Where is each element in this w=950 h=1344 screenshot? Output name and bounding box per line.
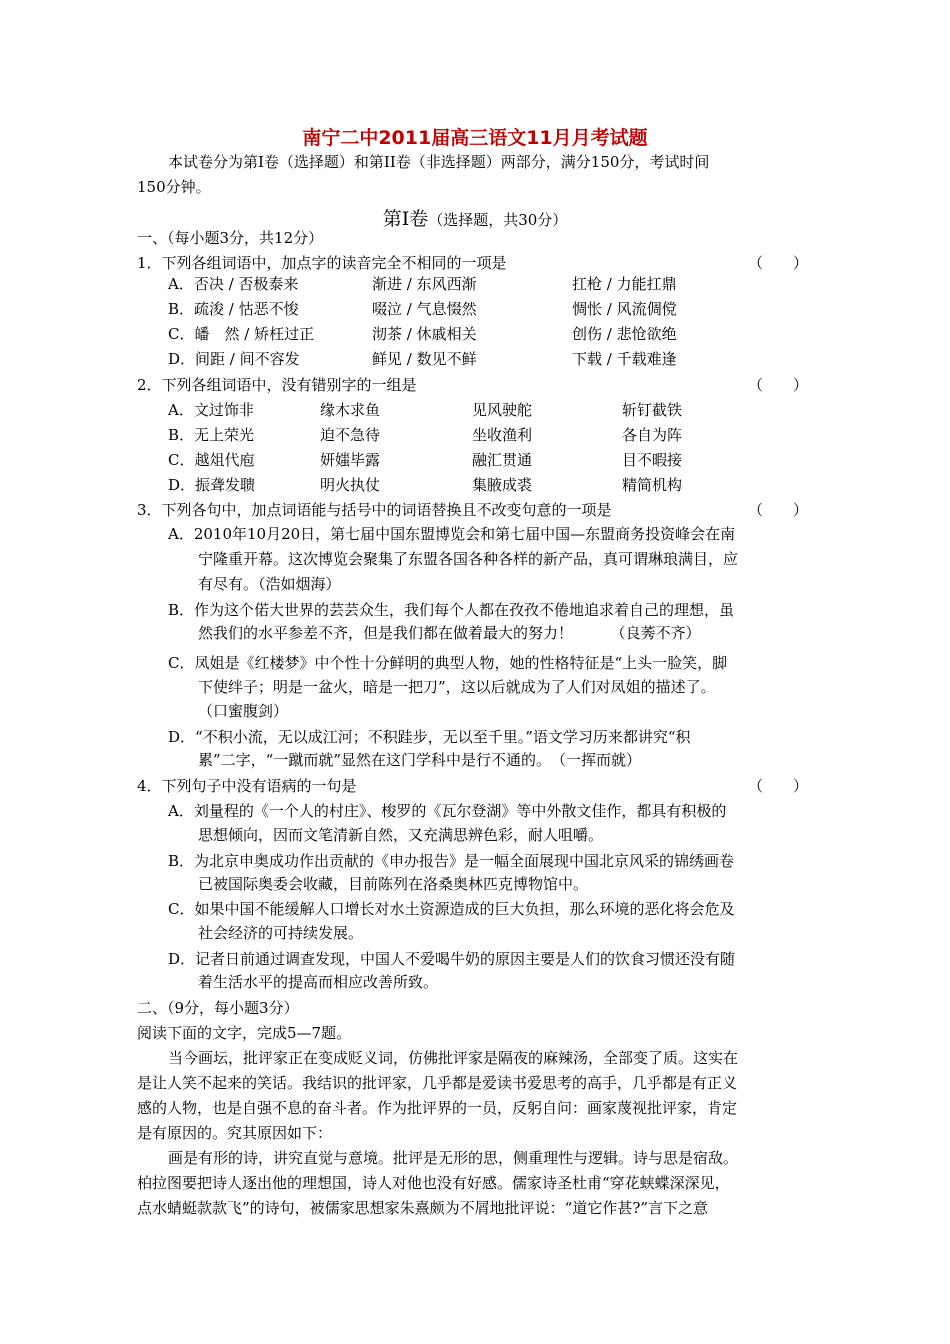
q1-answer-blank: （ ） [748, 254, 809, 272]
q2-a-3: 见风驶舵 [472, 401, 533, 419]
q2-stem: 2．下列各组词语中，没有错别字的一组是 [137, 376, 417, 394]
q3-line-2: 宁隆重开幕。这次博览会聚集了东盟各国各种各样的新产品，真可谓琳琅满目，应 [198, 550, 739, 568]
q3-stem: 3．下列各句中，加点词语能与括号中的词语替换且不改变句意的一项是 [137, 501, 612, 519]
q1-d-1: D．间距 / 间不容发 [168, 350, 300, 368]
q2-answer-blank: （ ） [748, 376, 809, 394]
q3-line-4: B．作为这个偌大世界的芸芸众生，我们每个人都在孜孜不倦地追求着自己的理想，虽 [168, 601, 735, 619]
q1-option-b [0, 299, 950, 319]
q4-line-1: A．刘量程的《一个人的村庄》、梭罗的《瓦尔登湖》等中外散文佳作，都具有积极的 [168, 802, 727, 820]
passage-para2-line-3: 点水蜻蜓款款飞”的诗句，被儒家思想家朱熹颇为不屑地批评说：“道它作甚?”言下之意 [137, 1199, 709, 1217]
q4-line-5: C．如果中国不能缓解人口增长对水土资源造成的巨大负担，那么环境的恶化将会危及 [168, 900, 735, 918]
volume-one-title: 第I卷 [382, 208, 429, 230]
q1-b-3: 惆怅 / 风流倜傥 [572, 300, 677, 318]
passage-para1-line-3: 感的人物，也是自强不息的奋斗者。作为批评界的一员，反躬自问：画家蔑视批评家，肯定 [137, 1099, 738, 1117]
q4-line-4: 已被国际奥委会收藏，目前陈列在洛桑奥林匹克博物馆中。 [198, 875, 589, 893]
q3-line-7: 下使绊子；明是一盆火，暗是一把刀”，这以后就成为了人们对凤姐的描述了。 [198, 678, 716, 696]
q2-a-1: A．文过饰非 [168, 401, 254, 419]
q2-d-1: D．振聋发聩 [168, 476, 256, 494]
q2-b-2: 迫不急待 [320, 426, 381, 444]
q1-a-1: A．否决 / 否极泰来 [168, 275, 299, 293]
q1-option-c [0, 324, 950, 344]
q1-d-2: 鲜见 / 数见不鲜 [372, 350, 477, 368]
q2-c-1: C．越俎代庖 [168, 451, 255, 469]
q4-answer-blank: （ ） [748, 777, 809, 795]
q4-line-2: 思想倾向，因而文笔清新自然，又充满思辨色彩，耐人咀嚼。 [198, 826, 604, 844]
q4-line-8: 着生活水平的提高而相应改善所致。 [198, 973, 439, 991]
intro-line-2: 150分钟。 [137, 178, 211, 196]
q3-line-9: D．“不积小流，无以成江河；不积跬步，无以至千里。”语文学习历来都讲究“积 [168, 728, 691, 746]
q2-c-4: 目不暇接 [622, 451, 683, 469]
q1-d-3: 下载 / 千载难逢 [572, 350, 677, 368]
q3-line-6: C．凤姐是《红楼梦》中个性十分鲜明的典型人物，她的性格特征是“上头一脸笑，脚 [168, 654, 728, 672]
q2-c-2: 妍媸毕露 [320, 451, 381, 469]
section-one-header: 一、（每小题3分，共12分） [137, 229, 324, 247]
q3-line-1: A．2010年10月20日，第七届中国东盟博览会和第七届中国—东盟商务投资峰会在南 [168, 525, 736, 543]
volume-one-heading [0, 204, 950, 231]
q1-c-3: 创伤 / 悲怆欲绝 [572, 325, 677, 343]
q2-d-3: 集腋成裘 [472, 476, 533, 494]
q2-option-b [0, 425, 950, 445]
q2-b-3: 坐收渔利 [472, 426, 533, 444]
section-two-header: 二、（9分，每小题3分） [137, 999, 299, 1017]
passage-para2-line-2: 柏拉图要把诗人逐出他的理想国，诗人对他也没有好感。儒家诗圣杜甫“穿花蛱蝶深深见， [137, 1174, 730, 1192]
q1-stem: 1．下列各组词语中，加点字的读音完全不相同的一项是 [137, 254, 507, 272]
q4-line-3: B．为北京申奥成功作出贡献的《申办报告》是一幅全面展现中国北京风采的锦绣画卷 [168, 852, 735, 870]
q3-line-3: 有尽有。（浩如烟海） [198, 575, 341, 593]
exam-title: 南宁二中2011届高三语文11月月考试题 [302, 127, 648, 149]
q1-option-d [0, 349, 950, 369]
q1-a-2: 渐进 / 东风西渐 [372, 275, 477, 293]
q1-a-3: 扛枪 / 力能扛鼎 [572, 275, 677, 293]
q1-option-a [0, 274, 950, 294]
passage-para1-line-2: 是让人笑不起来的笑话。我结识的批评家，几乎都是爱读书爱思考的高手，几乎都是有正义 [137, 1074, 738, 1092]
q2-a-2: 缘木求鱼 [320, 401, 381, 419]
q1-b-2: 啜泣 / 气息惙然 [372, 300, 477, 318]
q1-c-2: 沏茶 / 休戚相关 [372, 325, 477, 343]
q4-line-7: D．记者日前通过调查发现，中国人不爱喝牛奶的原因主要是人们的饮食习惯还没有随 [168, 950, 736, 968]
q2-b-1: B．无上荣光 [168, 426, 255, 444]
q1-c-1: C．皤 然 / 矫枉过正 [168, 325, 315, 343]
q3-line-10: 累”二字，“一蹴而就”显然在这门学科中是行不通的。 （一挥而就） [198, 751, 642, 769]
passage-para1-line-1: 当今画坛，批评家正在变成贬义词，仿佛批评家是隔夜的麻辣汤，全部变了质。这实在 [168, 1049, 739, 1067]
q2-d-2: 明火执仗 [320, 476, 381, 494]
q2-b-4: 各自为阵 [622, 426, 683, 444]
intro-line-1: 本试卷分为第I卷（选择题）和第II卷（非选择题）两部分，满分150分，考试时间 [168, 153, 710, 171]
q3-line-8: （口蜜腹剑） [198, 702, 289, 720]
q2-option-d [0, 475, 950, 495]
section-two-instruction: 阅读下面的文字，完成5—7题。 [137, 1024, 352, 1042]
q2-a-4: 斩钉截铁 [622, 401, 683, 419]
passage-para2-line-1: 画是有形的诗，讲究直觉与意境。批评是无形的思，侧重理性与逻辑。诗与思是宿敌。 [168, 1149, 739, 1167]
q4-stem: 4．下列句子中没有语病的一句是 [137, 777, 357, 795]
q3-line-5: 然我们的水平参差不齐，但是我们都在做着最大的努力！ （良莠不齐） [198, 624, 701, 642]
q1-b-1: B．疏浚 / 怙恶不悛 [168, 300, 299, 318]
volume-one-subtitle: （选择题，共30分） [428, 211, 568, 229]
passage-para1-line-4: 是有原因的。究其原因如下： [137, 1124, 333, 1142]
q2-c-3: 融汇贯通 [472, 451, 533, 469]
q2-d-4: 精简机构 [622, 476, 683, 494]
q3-answer-blank: （ ） [748, 501, 809, 519]
q2-option-c [0, 450, 950, 470]
q4-line-6: 社会经济的可持续发展。 [198, 924, 364, 942]
q2-option-a [0, 400, 950, 420]
